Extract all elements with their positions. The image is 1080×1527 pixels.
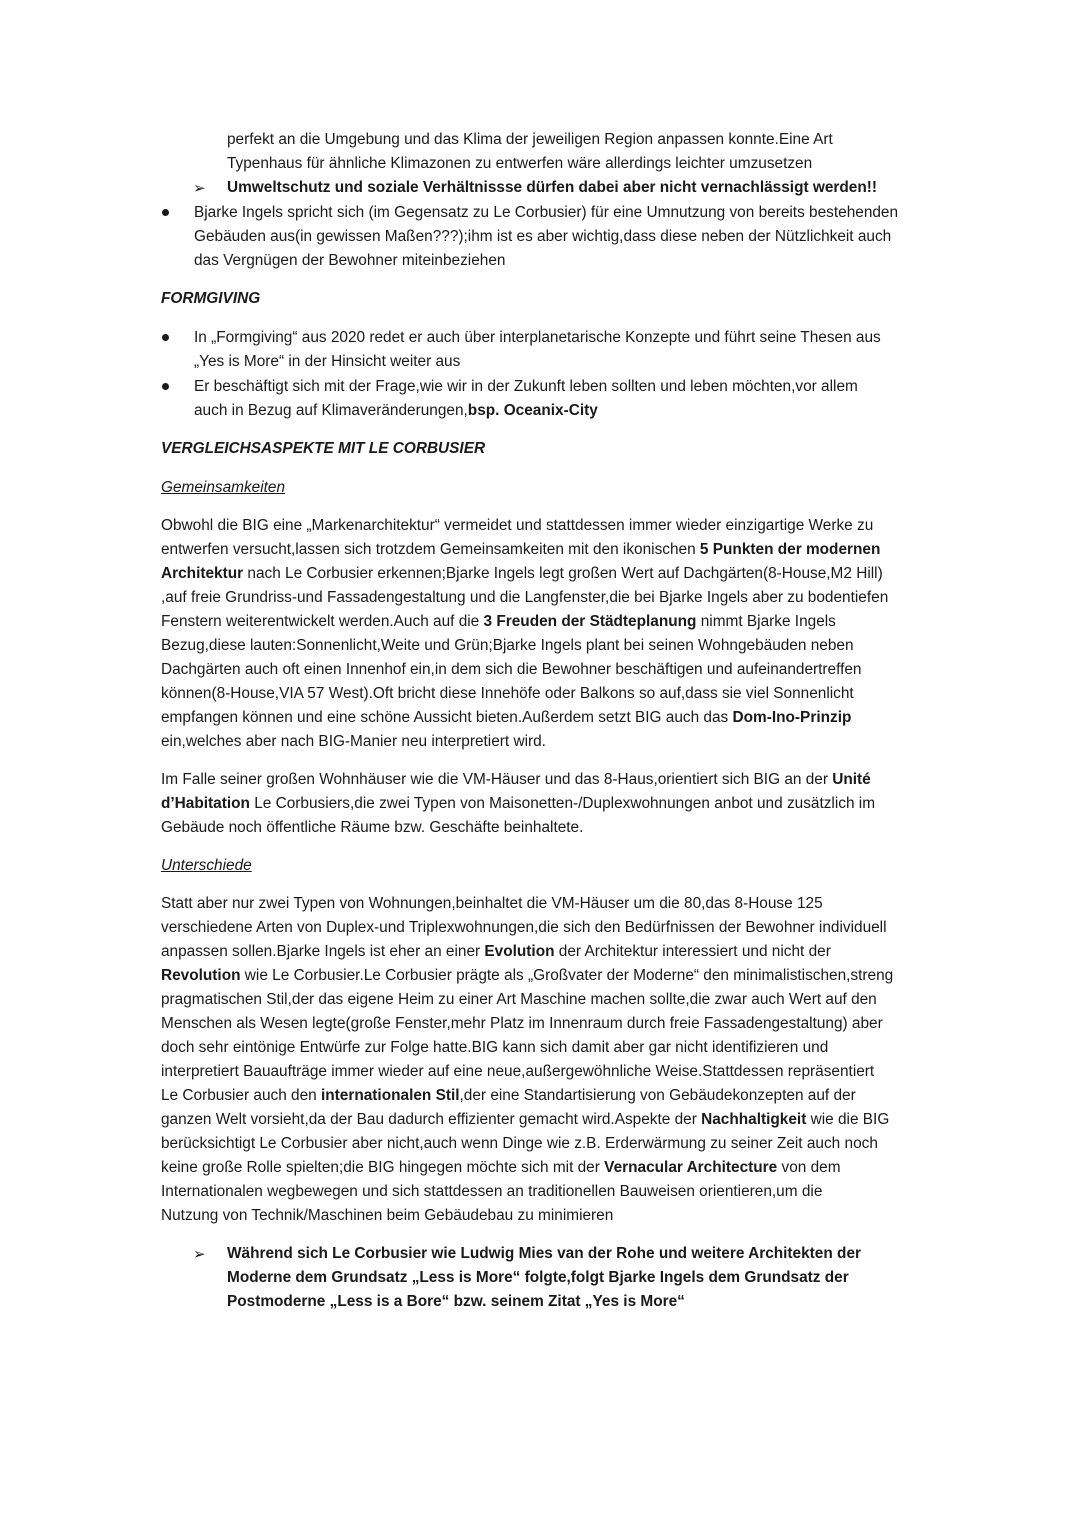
paragraph-line: Im Falle seiner großen Wohnhäuser wie die VM-Häuser und das 8-Haus,orientiert sich BIG an der Unité xyxy=(161,771,871,788)
paragraph-line: Nutzung von Technik/Maschinen beim Gebäudebau zu minimieren xyxy=(161,1207,614,1224)
bullet-text-line: Bjarke Ingels spricht sich (im Gegensatz zu Le Corbusier) für eine Umnutzung von bereits bestehenden xyxy=(194,204,899,221)
bullet-icon xyxy=(162,209,169,216)
paragraph-line: anpassen sollen.Bjarke Ingels ist eher an einer Evolution der Architektur interessiert und nicht der xyxy=(161,943,831,960)
paragraph-line: Internationalen wegbewegen und sich stattdessen an traditionellen Bauweisen orientieren,um die xyxy=(161,1183,823,1200)
arrow-bullet-icon: ➢ xyxy=(193,1245,206,1263)
bullet-icon xyxy=(162,334,169,341)
bullet-text-line: „Yes is More“ in der Hinsicht weiter aus xyxy=(194,353,461,370)
arrow-point-text: Moderne dem Grundsatz „Less is More“ folgte,folgt Bjarke Ingels dem Grundsatz der xyxy=(227,1269,849,1286)
paragraph-line: Gebäude noch öffentliche Räume bzw. Geschäfte beinhaltete. xyxy=(161,819,584,836)
paragraph-line: können(8-House,VIA 57 West).Oft bricht diese Innehöfe oder Balkons so auf,dass sie viel Sonnenlicht xyxy=(161,685,854,702)
paragraph-line: doch sehr eintönige Entwürfe zur Folge hatte.BIG kann sich damit aber gar nicht identifizieren und xyxy=(161,1039,829,1056)
paragraph-line: Le Corbusier auch den internationalen Stil,der eine Standartisierung von Gebäudekonzepten auf der xyxy=(161,1087,856,1104)
paragraph-line: Architektur nach Le Corbusier erkennen;Bjarke Ingels legt großen Wert auf Dachgärten(8-House,M2 Hill) xyxy=(161,565,883,582)
paragraph-line: Revolution wie Le Corbusier.Le Corbusier prägte als „Großvater der Moderne“ den minimalistischen,streng xyxy=(161,967,894,984)
section-heading-formgiving: FORMGIVING xyxy=(161,290,261,307)
arrow-point-text: Postmoderne „Less is a Bore“ bzw. seinem Zitat „Yes is More“ xyxy=(227,1293,685,1310)
paragraph-line: ,auf freie Grundriss-und Fassadengestaltung und die Langfenster,die bei Bjarke Ingels aber zu bodentiefen xyxy=(161,589,889,606)
paragraph-line: Statt aber nur zwei Typen von Wohnungen,beinhaltet die VM-Häuser um die 80,das 8-House 125 xyxy=(161,895,823,912)
paragraph-line: keine große Rolle spielten;die BIG hingegen möchte sich mit der Vernacular Architecture von dem xyxy=(161,1159,841,1176)
arrow-bullet-icon: ➢ xyxy=(193,179,206,197)
bullet-icon xyxy=(162,383,169,390)
paragraph-line: ein,welches aber nach BIG-Manier neu interpretiert wird. xyxy=(161,733,546,750)
paragraph-line: ganzen Welt vorsieht,da der Bau dadurch effizienter gemacht wird.Aspekte der Nachhaltigkeit wie die BIG xyxy=(161,1111,890,1128)
paragraph-line: Bezug,diese lauten:Sonnenlicht,Weite und Grün;Bjarke Ingels plant bei seinen Wohngebäuden neben xyxy=(161,637,854,654)
bullet-text-line: das Vergnügen der Bewohner miteinbeziehen xyxy=(194,252,506,269)
paragraph-line: Menschen als Wesen legte(große Fenster,mehr Platz im Innenraum durch freie Fassadengestaltung) aber xyxy=(161,1015,883,1032)
arrow-point-text: Während sich Le Corbusier wie Ludwig Mies van der Rohe und weitere Architekten der xyxy=(227,1245,861,1262)
subheading-gemeinsamkeiten: Gemeinsamkeiten xyxy=(161,479,286,496)
paragraph-line: entwerfen versucht,lassen sich trotzdem Gemeinsamkeiten mit den ikonischen 5 Punkten der modernen xyxy=(161,541,881,558)
paragraph-line: Dachgärten auch oft einen Innenhof ein,in dem sich die Bewohner beschäftigen und aufeinandertreffen xyxy=(161,661,862,678)
paragraph-line: empfangen können und eine schöne Aussicht bieten.Außerdem setzt BIG auch das Dom-Ino-Prinzip xyxy=(161,709,852,726)
paragraph-line: Fenstern weiterentwickelt werden.Auch auf die 3 Freuden der Städteplanung nimmt Bjarke Ingels xyxy=(161,613,836,630)
paragraph-line: d’Habitation Le Corbusiers,die zwei Typen von Maisonetten-/Duplexwohnungen anbot und zusätzlich im xyxy=(161,795,876,812)
bullet-text-line: Gebäuden aus(in gewissen Maßen???);ihm ist es aber wichtig,dass diese neben der Nützlichkeit auch xyxy=(194,228,892,245)
bullet-text-line: Er beschäftigt sich mit der Frage,wie wir in der Zukunft leben sollten und leben möchten,vor allem xyxy=(194,378,858,395)
bullet-text-line: In „Formgiving“ aus 2020 redet er auch über interplanetarische Konzepte und führt seine Thesen aus xyxy=(194,329,881,346)
text-line: Typenhaus für ähnliche Klimazonen zu entwerfen wäre allerdings leichter umzusetzen xyxy=(227,155,813,172)
arrow-point-text: Umweltschutz und soziale Verhältnissse dürfen dabei aber nicht vernachlässigt werden!! xyxy=(227,179,877,196)
paragraph-line: pragmatischen Stil,der das eigene Heim zu einer Art Maschine machen sollte,die zwar auch Wert auf den xyxy=(161,991,877,1008)
subheading-unterschiede: Unterschiede xyxy=(161,857,252,874)
paragraph-line: verschiedene Arten von Duplex-und Triplexwohnungen,die sich den Bedürfnissen der Bewohner individuell xyxy=(161,919,887,936)
paragraph-line: interpretiert Bauaufträge immer wieder auf eine neue,außergewöhnliche Weise.Stattdessen repräsentiert xyxy=(161,1063,875,1080)
section-heading-vergleich: VERGLEICHSASPEKTE MIT LE CORBUSIER xyxy=(161,440,486,457)
text-line: perfekt an die Umgebung und das Klima der jeweiligen Region anpassen konnte.Eine Art xyxy=(227,131,833,148)
paragraph-line: Obwohl die BIG eine „Markenarchitektur“ vermeidet und stattdessen immer wieder einzigartige Werke zu xyxy=(161,517,874,534)
paragraph-line: berücksichtigt Le Corbusier aber nicht,auch wenn Dinge wie z.B. Erderwärmung zu seiner Zeit auch noch xyxy=(161,1135,878,1152)
bullet-text-line: auch in Bezug auf Klimaveränderungen,bsp. Oceanix-City xyxy=(194,402,598,419)
